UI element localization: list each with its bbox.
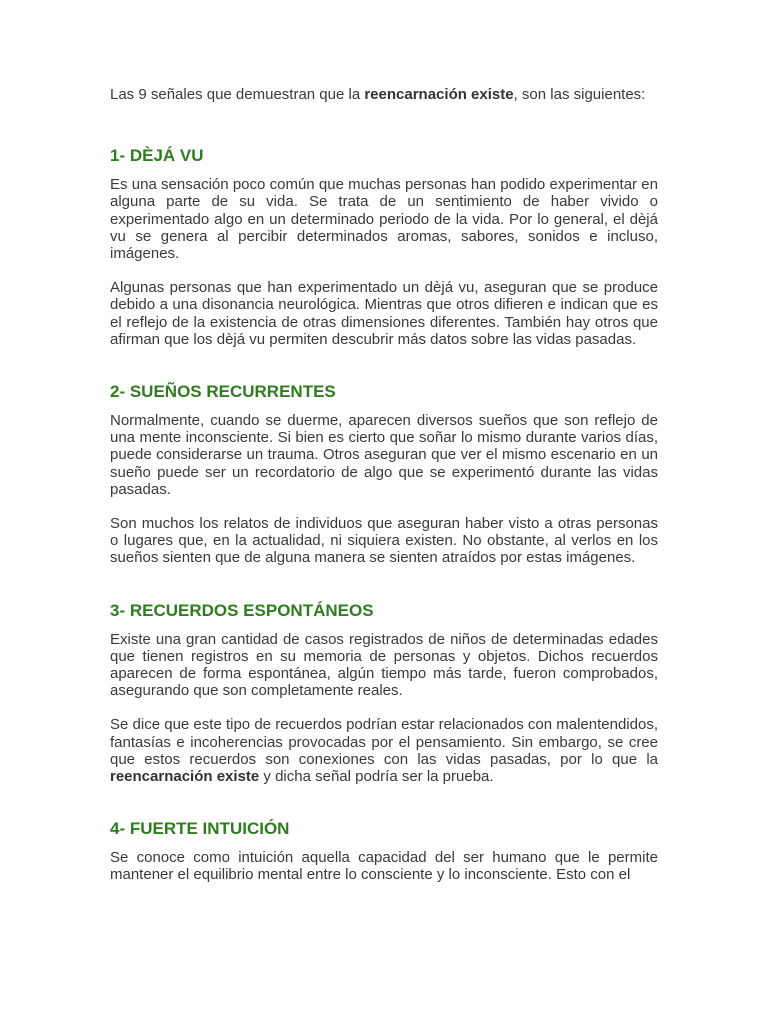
deja-vu-paragraph-2: Algunas personas que han experimentado un dèjá vu, aseguran que se produce debido a una disonancia neurológica. Mientras que otros difieren e indican que es el reflejo de la existencia de otras dimensiones diferentes. También hay otros que afirman que los dèjá vu permiten descubrir más datos sobre las vidas pasadas. — [110, 279, 658, 348]
section-heading-recuerdos-espontaneos: 3- RECUERDOS ESPONTÁNEOS — [110, 600, 374, 620]
recuerdos-paragraph-1: Existe una gran cantidad de casos registrados de niños de determinadas edades que tienen registros en su memoria de personas y objetos. Dichos recuerdos aparecen de forma espontánea, algún tiempo más tarde, fueron comprobados, asegurando que son completamente reales. — [110, 630, 658, 700]
section-heading-suenos-recurrentes: 2- SUEÑOS RECURRENTES — [110, 382, 336, 402]
document-page — [110, 84, 658, 884]
recuerdos-text-before: Se dice que este tipo de recuerdos podrían estar relacionados con malentendidos, fantasías e incoherencias provocadas por el pensamiento. Sin embargo, se cree que estos recuerdos son conexiones con las vidas pasadas, por lo que la — [110, 716, 658, 768]
intro-text-before: Las 9 señales que demuestran que la — [110, 86, 365, 103]
recuerdos-bold-keyword: reencarnación existe — [110, 768, 260, 786]
section-heading-deja-vu: 1- DÈJÁ VU — [110, 146, 204, 166]
suenos-paragraph-1: Normalmente, cuando se duerme, aparecen diversos sueños que son reflejo de una mente inconsciente. Si bien es cierto que soñar lo mismo durante varios días, puede considerarse un trauma. Otros aseguran que ver el mismo escenario en un sueño puede ser un recordatorio de algo que se experimentó durante las vidas pasadas. — [110, 412, 658, 498]
intro-bold-keyword: reencarnación existe — [364, 86, 514, 103]
suenos-paragraph-2: Son muchos los relatos de individuos que aseguran haber visto a otras personas o lugares que, en la actualidad, ni siquiera existen. No obstante, al verlos en los sueños sienten que de alguna manera se sienten atraídos por estas imágenes. — [110, 515, 658, 567]
section-heading-fuerte-intuicion: 4- FUERTE INTUICIÓN — [110, 819, 290, 839]
intuicion-paragraph-1: Se conoce como intuición aquella capacidad del ser humano que le permite mantener el equilibrio mental entre lo consciente y lo inconsciente. Esto con el — [110, 849, 658, 884]
recuerdos-paragraph-2 — [110, 716, 658, 785]
recuerdos-text-after: y dicha señal podría ser la prueba. — [259, 768, 494, 786]
intro-text-after: , son las siguientes: — [513, 86, 646, 103]
deja-vu-paragraph-1: Es una sensación poco común que muchas personas han podido experimentar en alguna parte de su vida. Se trata de un sentimiento de haber vivido o experimentado algo en un determinado periodo de la vida. Por lo general, el dèjá vu se genera al percibir determinados aromas, sabores, sonidos e incluso, imágenes. — [110, 176, 658, 263]
intro-paragraph — [110, 86, 658, 103]
